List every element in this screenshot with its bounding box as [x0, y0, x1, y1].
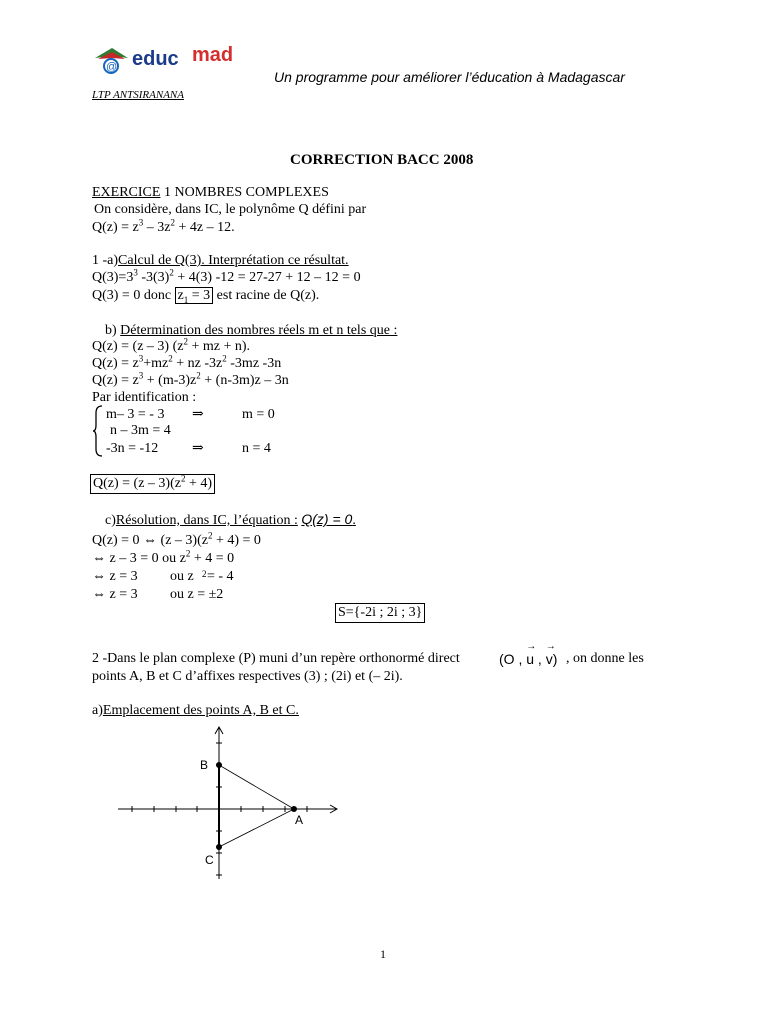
system-eq2: n – 3m = 4	[110, 423, 171, 438]
part2a-title: Emplacement des points A, B et C.	[102, 703, 299, 718]
part1c-line4-a: ⇔ z = 3	[92, 587, 138, 602]
part1a-num: 1 -a)	[92, 253, 119, 268]
part2-line1-end: , on donne les	[566, 651, 644, 666]
exercise-label: EXERCICE	[92, 185, 161, 200]
system-brace	[92, 405, 104, 457]
part1c-line3: ⇔ z = 3 ou z 2 = - 4	[92, 569, 234, 584]
solution-box: S={-2i ; 2i ; 3}	[335, 603, 425, 623]
svg-text:@: @	[106, 61, 118, 73]
part1a-conclusion	[92, 287, 319, 305]
part2-line2: points A, B et C d’affixes respectives (3) ; (2i) et (– 2i).	[92, 669, 403, 684]
part1c-line4-b: ou z = ±2	[170, 587, 224, 602]
point-b	[216, 762, 222, 768]
part1b-title: Détermination des nombres réels m et n tels que :	[120, 323, 398, 338]
part1a-conclusion-suffix: est racine de Q(z).	[216, 288, 320, 303]
point-c	[216, 844, 222, 850]
part1c-line3-a: ⇔ z = 3	[92, 569, 138, 584]
vector-arrow-v-icon: →	[545, 641, 556, 652]
part1c-title: Résolution, dans IC, l’équation :	[115, 513, 298, 528]
label-c: C	[205, 853, 214, 867]
exercise-heading	[92, 184, 329, 202]
part1c-line4	[92, 586, 224, 604]
page-number: 1	[380, 947, 386, 961]
triangle-abc	[219, 765, 294, 847]
part1c-equation: Q(z) = 0	[301, 511, 353, 527]
part1c-heading: c)Résolution, dans IC, l’équation : Q(z) = 0.	[105, 511, 356, 528]
school-name: LTP ANTSIRANANA	[92, 89, 184, 101]
logo	[92, 44, 262, 76]
part1b-line3: $Q(z) = z^3 + (m-3)z^2 + (n-3m)z - 3n$	[92, 370, 289, 388]
part1a-heading	[92, 252, 349, 270]
system-result1: m = 0	[242, 407, 275, 422]
point-a	[291, 806, 297, 812]
part2-line1: 2 -Dans le plan complexe (P) muni d’un repère orthonormé direct	[92, 651, 460, 666]
part1b-ident: Par identification :	[92, 390, 197, 405]
segment-ca	[219, 809, 294, 847]
part1b-line1: Q(z) = (z – 3) ($z^2$ + mz + n).	[92, 336, 251, 354]
frame-notation: (O , u → , v → )	[499, 650, 557, 668]
part1b-line2: $Q(z) = z^3+mz^2$ + nz $-3z^2$ -3mz -3n	[92, 353, 282, 371]
system-result3: n = 4	[242, 441, 271, 456]
root-box: $z_1 = 3$	[175, 287, 214, 304]
tagline: Un programme pour améliorer l’éducation à Madagascar	[274, 69, 625, 85]
part1c-line3-b: ou z	[170, 569, 194, 584]
part1c-prefix: c)	[105, 513, 116, 528]
polynomial-definition: $Q(z) = z^3 - 3z^2 + 4z - 12$.	[92, 217, 235, 235]
logo-text-educ: educ	[132, 48, 179, 70]
part1c-line3-c: = - 4	[207, 569, 234, 584]
page-title: CORRECTION BACC 2008	[290, 152, 474, 168]
system-arrow1: ⇒	[192, 407, 204, 422]
segment-ba	[219, 765, 294, 809]
real-axis	[118, 805, 337, 813]
logo-text-mad: mad	[192, 44, 234, 66]
vector-arrow-u-icon: →	[526, 641, 537, 652]
system-arrow3: ⇒	[192, 441, 204, 456]
system-eq1: m– 3 = - 3	[106, 407, 165, 422]
factorization-box: $Q(z) = (z - 3)(z^2 + 4)$	[90, 474, 215, 494]
part2a-prefix: a)	[92, 703, 103, 718]
part2a-heading	[92, 702, 299, 720]
part1a-title: Calcul de Q(3). Interprétation ce résultat.	[118, 253, 349, 268]
part1a-calc: $Q(3)=3^3$ $-3(3)^2 + 4(3) -12 = 27-27 + 12 - 12 = 0$	[92, 267, 361, 285]
complex-plane-figure	[115, 724, 345, 884]
part1a-conclusion-text: Q(3) = 0 donc	[92, 288, 172, 303]
part1c-line1: Q(z) = 0 ⇔ $(z - 3)(z^2 + 4) = 0$	[92, 530, 261, 548]
label-b: B	[200, 758, 209, 772]
logo-icon	[92, 44, 132, 74]
exercise-topic: 1 NOMBRES COMPLEXES	[160, 185, 329, 200]
part1c-line2: ⇔ z – 3 = 0 ou $z^2 + 4 = 0$	[92, 548, 235, 566]
system-eq3: -3n = -12	[106, 441, 159, 456]
part1b-heading: b) Détermination des nombres réels m et n tels que :	[105, 323, 398, 338]
exercise-intro: On considère, dans IC, le polynôme Q défini par	[94, 202, 367, 217]
label-a: A	[295, 813, 304, 827]
